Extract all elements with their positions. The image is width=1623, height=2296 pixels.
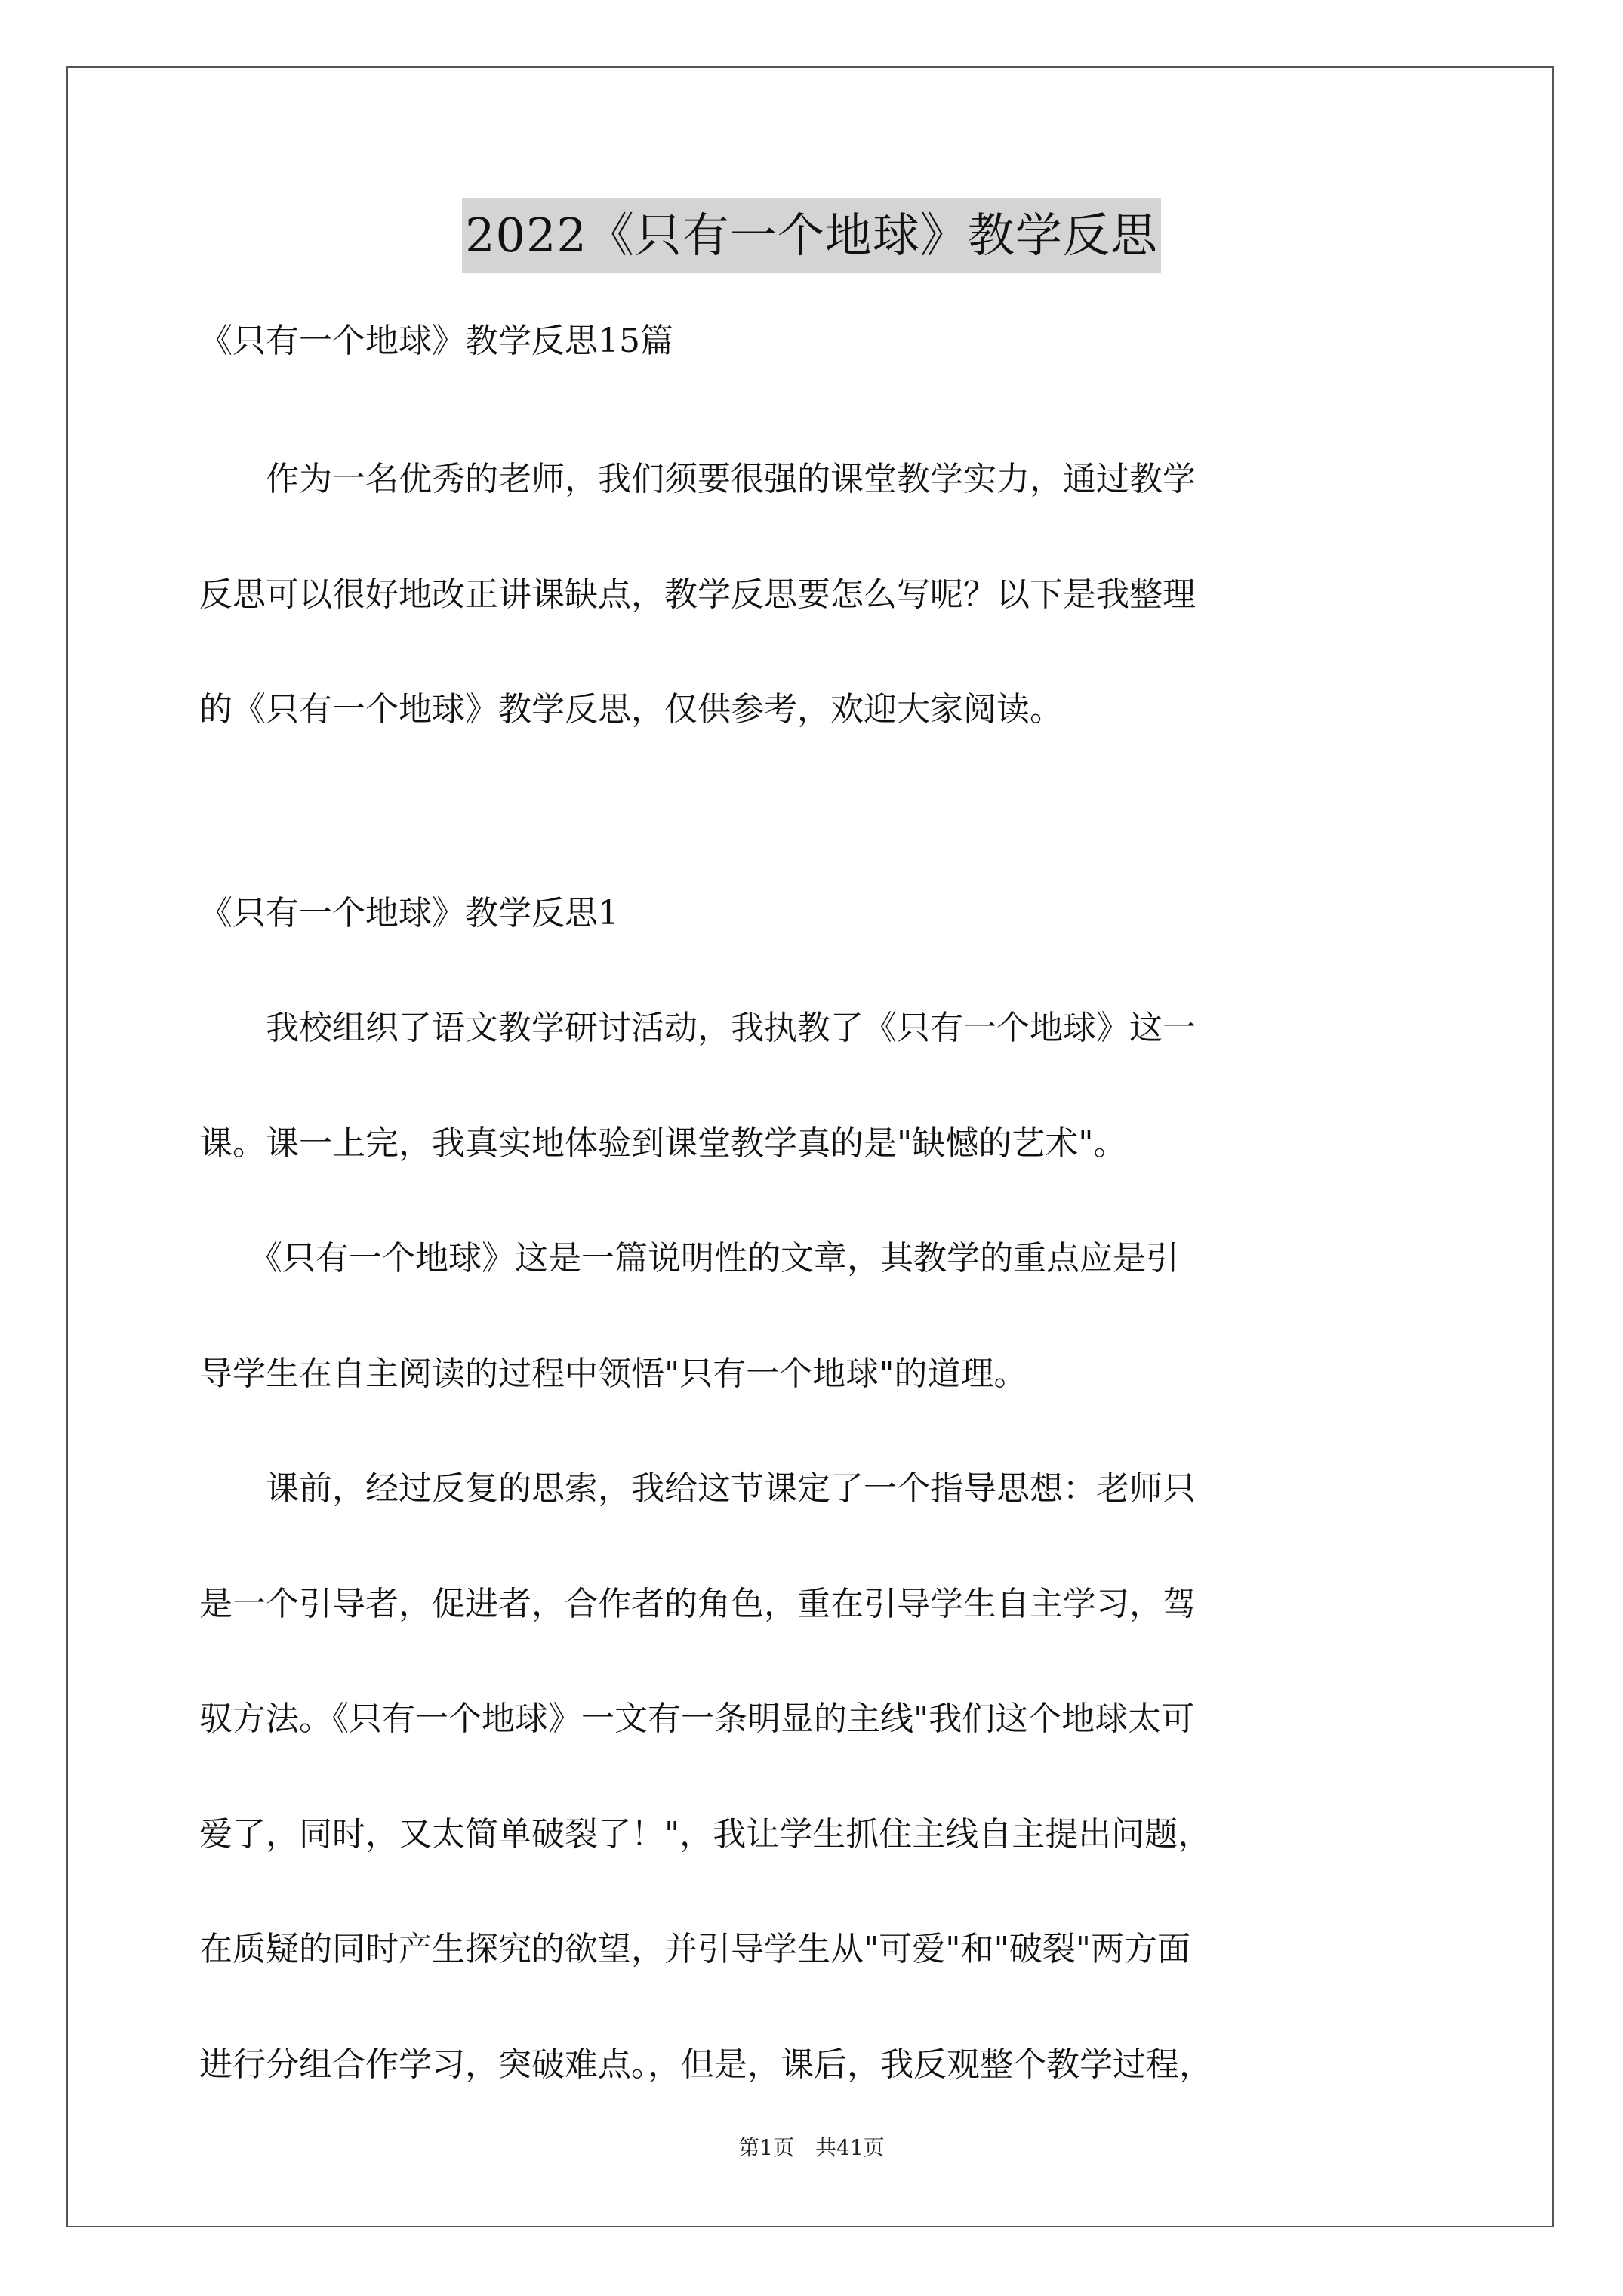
paragraph-line: 我校组织了语文教学研讨活动，我执教了《只有一个地球》这一 [199,1009,1196,1047]
paragraph-line: 进行分组合作学习，突破难点。，但是，课后，我反观整个教学过程， [199,2045,1212,2084]
subtitle-line: 《只有一个地球》教学反思15篇 [199,322,673,360]
paragraph-line: 作为一名优秀的老师，我们须要很强的课堂教学实力，通过教学 [199,460,1196,498]
paragraph-line: 爱了，同时，又太简单破裂了！"，我让学生抓住主线自主提出问题， [199,1815,1212,1854]
paragraph-line: 反思可以很好地改正讲课缺点，教学反思要怎么写呢？以下是我整理 [199,575,1196,614]
paragraph-line: 是一个引导者，促进者，合作者的角色，重在引导学生自主学习，驾 [199,1585,1196,1623]
paragraph-line: 驭方法。《只有一个地球》一文有一条明显的主线"我们这个地球太可 [199,1700,1195,1738]
paragraph-line: 在质疑的同时产生探究的欲望，并引导学生从"可爱"和"破裂"两方面 [199,1930,1190,1968]
paragraph-line: 导学生在自主阅读的过程中领悟"只有一个地球"的道理。 [199,1354,1027,1393]
paragraph-line: 课前，经过反复的思索，我给这节课定了一个指导思想：老师只 [199,1469,1196,1508]
paragraph-line: 的《只有一个地球》教学反思，仅供参考，欢迎大家阅读。 [199,690,1063,729]
paragraph-line: 《只有一个地球》这是一篇说明性的文章，其教学的重点应是引 [199,1239,1179,1277]
title-container [0,198,1623,273]
page-footer: 第1页 共41页 [738,2135,885,2160]
document-title: 2022《只有一个地球》教学反思 [462,198,1161,273]
section-heading: 《只有一个地球》教学反思1 [199,894,619,932]
paragraph-line: 课。课一上完，我真实地体验到课堂教学真的是"缺憾的艺术"。 [199,1124,1127,1163]
